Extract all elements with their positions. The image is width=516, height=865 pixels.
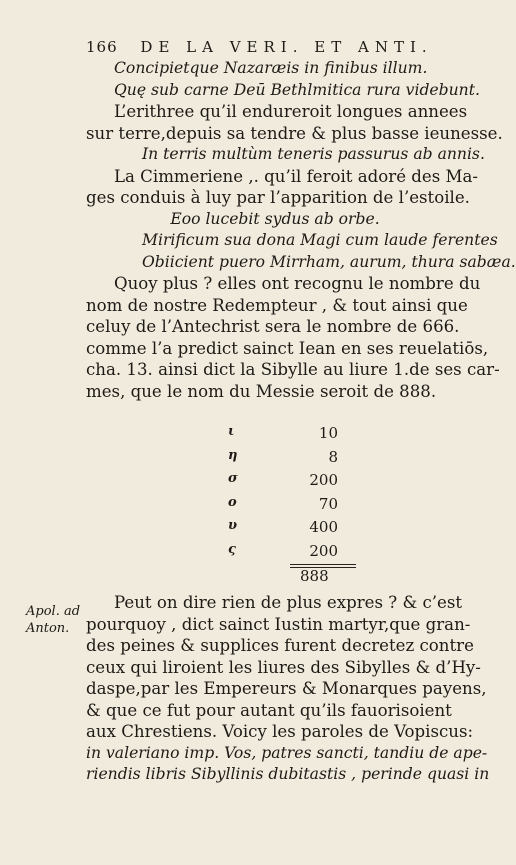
text-line: ceux qui liroient les liures des Sibylles & d’Hy- xyxy=(86,657,481,677)
text-line: ges conduis à luy par l’apparition de l’estoile. xyxy=(86,188,470,207)
margin-note xyxy=(26,603,86,637)
greek-letter: ι xyxy=(228,424,235,439)
text-line: In terris multùm teneris passurus ab annis. xyxy=(142,145,485,163)
margin-note-line: Anton. xyxy=(26,621,70,636)
sum-total: 888 xyxy=(300,567,329,585)
running-header xyxy=(86,38,436,56)
text-line: La Cimmeriene ,. qu’il feroit adoré des Ma- xyxy=(114,166,479,186)
text-line: Eoo lucebit sydus ab orbe. xyxy=(170,209,380,228)
text-block-bottom xyxy=(86,592,490,786)
greek-letter: υ xyxy=(228,518,238,533)
numeric-value: 200 xyxy=(309,471,338,489)
text-line: Obiicient puero Mirrham, aurum, thura sabæa. xyxy=(142,252,516,271)
number-table-row xyxy=(222,424,382,448)
page-number: 166 xyxy=(86,38,118,56)
text-line: in valeriano imp. Vos, patres sancti, tandiu de ape- xyxy=(86,743,488,762)
text-line: Concipietque Nazaræis in finibus illum. xyxy=(114,59,428,77)
text-line: & que ce fut pour autant qu’ils fauorisoient xyxy=(86,700,452,720)
numeric-value: 400 xyxy=(309,518,338,536)
number-table-row xyxy=(222,448,382,472)
numeric-value: 70 xyxy=(318,494,338,513)
numeric-value: 8 xyxy=(328,447,338,466)
text-line: pourquoy , dict sainct Iustin martyr,que gran- xyxy=(86,614,471,634)
margin-note-line: Apol. ad xyxy=(26,604,81,619)
text-line: daspe,par les Empereurs & Monarques payens, xyxy=(86,679,487,698)
number-table xyxy=(222,424,382,585)
text-line: cha. 13. ainsi dict la Sibylle au liure 1.de ses car- xyxy=(86,360,500,379)
number-table-row xyxy=(222,495,382,519)
greek-letter: σ xyxy=(228,471,238,486)
number-table-row xyxy=(222,471,382,495)
text-line: Peut on dire rien de plus expres ? & c’est xyxy=(114,593,463,612)
greek-letter: ο xyxy=(228,494,237,510)
numeric-value: 10 xyxy=(318,424,338,442)
text-line: aux Chrestiens. Voicy les paroles de Vopiscus: xyxy=(86,722,474,741)
greek-letter: η xyxy=(228,447,238,463)
text-line: nom de nostre Redempteur , & tout ainsi que xyxy=(86,295,468,315)
text-line: des peines & supplices furent decretez contre xyxy=(86,636,474,655)
sum-rule xyxy=(290,564,356,565)
numeric-value: 200 xyxy=(309,541,338,560)
text-line: Quę sub carne Deū Bethlmitica rura videbunt. xyxy=(114,80,480,99)
text-line: comme l’a predict sainct Iean en ses reuelatiōs, xyxy=(86,338,489,358)
greek-letter: ς xyxy=(228,541,236,557)
number-table-row xyxy=(222,518,382,542)
running-title: DE LA VERI. ET ANTI. xyxy=(140,38,433,56)
number-table-row xyxy=(222,542,382,566)
text-line: celuy de l’Antechrist sera le nombre de 666. xyxy=(86,317,460,336)
text-line: mes, que le nom du Messie seroit de 888. xyxy=(86,381,437,401)
text-line: Mirificum sua dona Magi cum laude ferentes xyxy=(142,231,498,249)
text-line: L’erithree qu’il endureroit longues annees xyxy=(114,102,468,121)
text-line: sur terre,depuis sa tendre & plus basse ieunesse. xyxy=(86,123,503,143)
text-line: riendis libris Sibyllinis dubitastis , perinde quasi in xyxy=(86,765,490,783)
text-line: Quoy plus ? elles ont recognu le nombre du xyxy=(114,274,481,293)
text-block-top xyxy=(86,58,516,402)
